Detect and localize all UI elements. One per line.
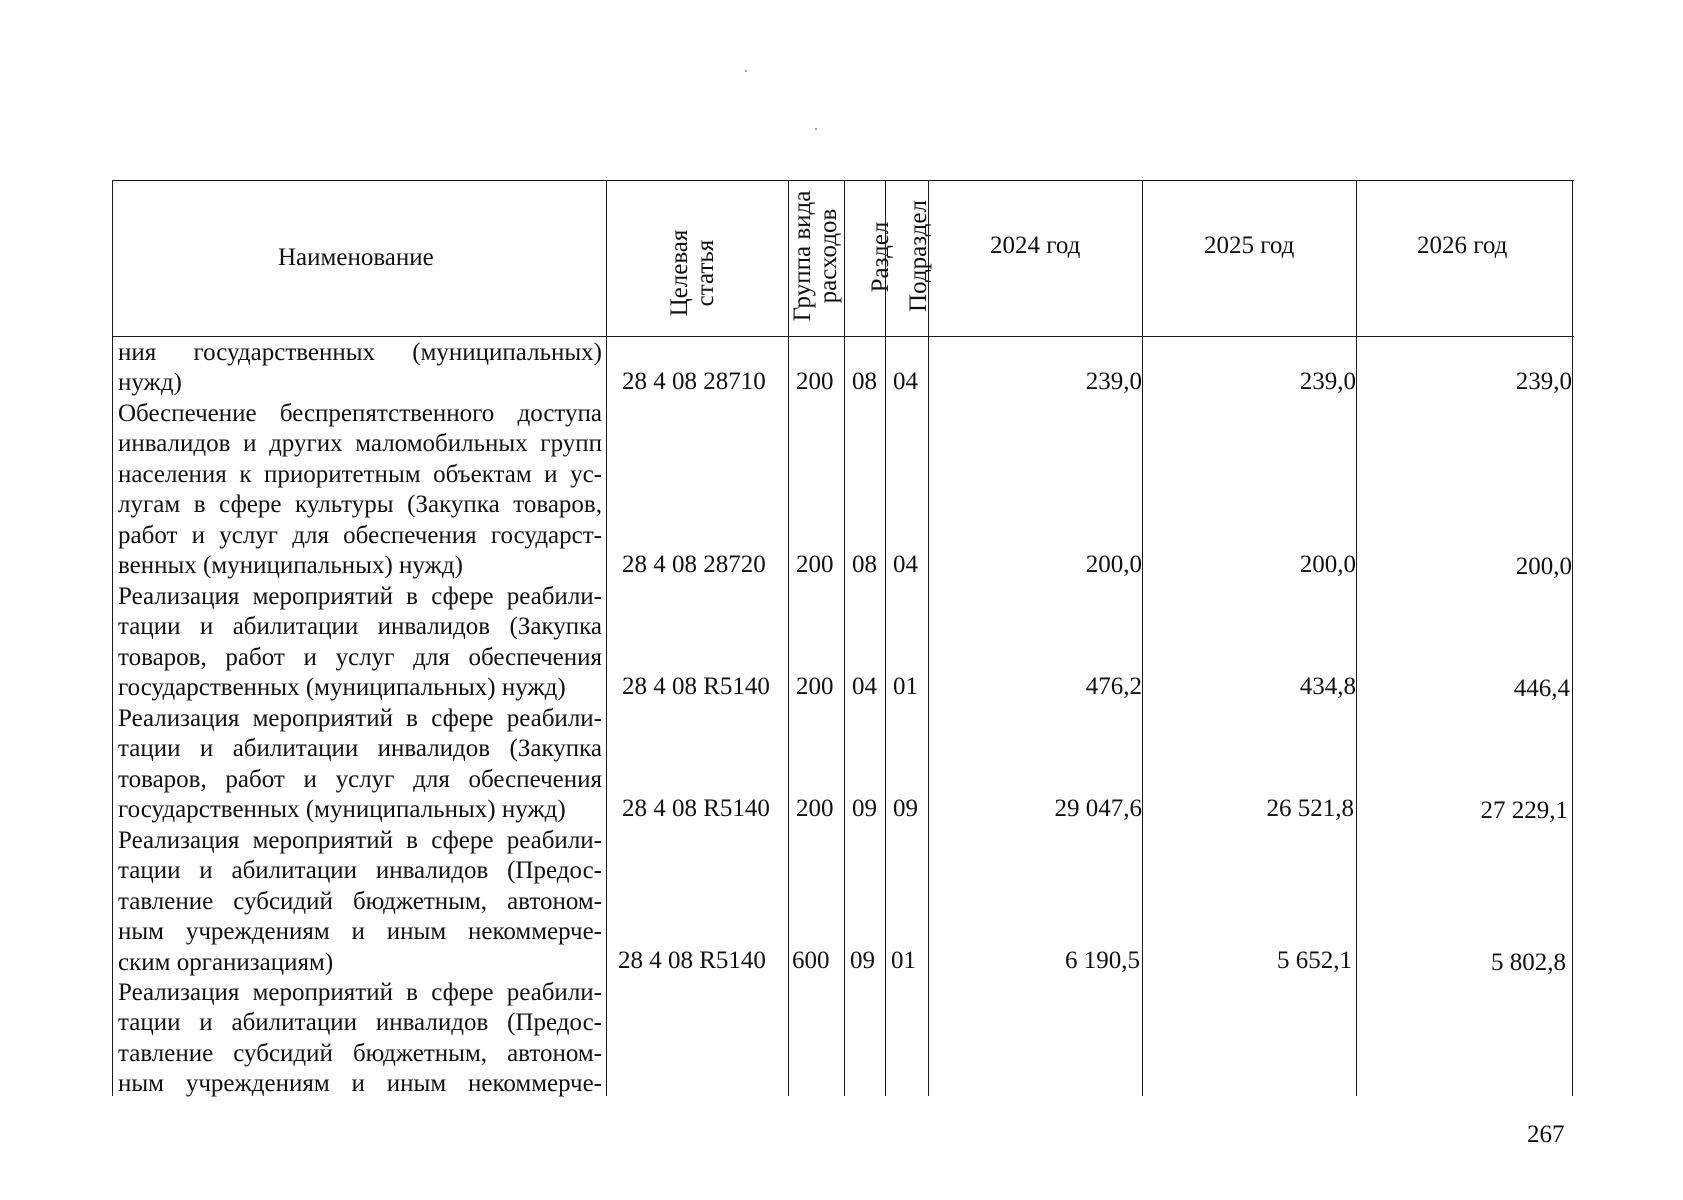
scan-speck: [815, 128, 817, 130]
name-line: тации и абилитации инвалидов (Предос-: [118, 857, 602, 885]
row-2-2025: 200,0: [1299, 551, 1356, 578]
row-3-2025: 434,8: [1299, 673, 1356, 700]
col-divider: [1142, 180, 1143, 1096]
scan-speck: [745, 70, 747, 72]
name-line: тавление субсидий бюджетным, автоном-: [118, 1039, 602, 1067]
col-divider: [1356, 180, 1357, 1096]
row-6-name: [118, 978, 602, 1100]
row-5-subsection: 01: [891, 947, 916, 974]
row-4-2026: 27 229,1: [1480, 797, 1568, 824]
budget-table: [112, 180, 1574, 1096]
name-line: товаров, работ и услуг для обеспечения: [118, 643, 602, 671]
name-line: населения к приоритетным объектам и ус-: [118, 460, 602, 488]
name-line: нужд): [118, 369, 182, 397]
table-border-right: [1572, 180, 1573, 1096]
row-2-section: 08: [852, 551, 877, 578]
name-line: Обеспечение беспрепятственного доступа: [118, 400, 602, 427]
row-1-subsection: 04: [893, 368, 918, 395]
row-1-section: 08: [852, 368, 877, 395]
row-1-article: 28 4 08 28710: [622, 368, 766, 395]
header-2025: 2025 год: [1204, 232, 1295, 259]
row-2-article: 28 4 08 28720: [622, 551, 766, 578]
table-border-left: [112, 180, 113, 1096]
row-4-section: 09: [852, 795, 877, 822]
row-5-section: 09: [850, 947, 875, 974]
name-line: ским организациям): [118, 948, 334, 976]
row-3-section: 04: [852, 673, 877, 700]
header-2024: 2024 год: [990, 232, 1081, 259]
row-2-2024: 200,0: [1085, 551, 1142, 578]
row-4-name: [118, 704, 602, 826]
row-1-2026: 239,0: [1515, 368, 1572, 395]
header-subsection: [906, 181, 934, 331]
header-target-article-line1: Целевая: [666, 229, 693, 317]
header-target-article-line2: статья: [692, 239, 719, 307]
row-4-article: 28 4 08 R5140: [622, 795, 770, 822]
row-3-subsection: 01: [893, 673, 918, 700]
row-4-group: 200: [796, 795, 834, 822]
name-line: Реализация мероприятий в сфере реабили-: [118, 827, 602, 854]
row-3-name: [118, 582, 602, 704]
row-5-group: 600: [792, 947, 830, 974]
header-expense-group-line2: расходов: [815, 208, 842, 304]
row-5-name: [118, 826, 602, 978]
row-5-2025: 5 652,1: [1277, 947, 1352, 974]
header-expense-group-line1: Группа вида: [789, 190, 816, 322]
header-subsection-label: Подраздел: [905, 200, 932, 312]
name-line: лугам в сфере культуры (Закупка товаров,: [118, 491, 602, 519]
row-3-2026: 446,4: [1513, 675, 1570, 702]
row-2-name: [118, 399, 602, 581]
row-2-subsection: 04: [893, 551, 918, 578]
row-1-group: 200: [796, 368, 834, 395]
name-line: Реализация мероприятий в сфере реабили-: [118, 705, 602, 732]
name-line: Реализация мероприятий в сфере реабили-: [118, 583, 602, 610]
row-3-group: 200: [796, 673, 834, 700]
row-3-article: 28 4 08 R5140: [622, 673, 770, 700]
row-5-article: 28 4 08 R5140: [618, 947, 766, 974]
name-line: ния государственных (муниципальных): [118, 339, 602, 366]
name-line: венных (муниципальных) нужд): [118, 551, 463, 579]
row-5-2024: 6 190,5: [1065, 947, 1140, 974]
col-divider: [844, 180, 845, 1096]
row-2-group: 200: [796, 551, 834, 578]
header-section: [868, 193, 896, 321]
page-number: 267: [1527, 1121, 1565, 1148]
table-border-top: [112, 180, 1574, 181]
row-1-2024: 239,0: [1085, 368, 1142, 395]
name-line: тации и абилитации инвалидов (Закупка: [118, 735, 602, 763]
col-divider: [606, 180, 607, 1096]
row-3-2024: 476,2: [1085, 673, 1142, 700]
row-5-2026: 5 802,8: [1491, 949, 1566, 976]
row-4-subsection: 09: [893, 795, 918, 822]
name-line: государственных (муниципальных) нужд): [118, 674, 566, 702]
name-line: инвалидов и других маломобильных групп: [118, 430, 602, 458]
header-target-article: [667, 195, 727, 351]
header-divider: [112, 336, 1574, 337]
name-line: ным учреждениям и иным некоммерче-: [118, 918, 602, 946]
name-line: ным учреждениям и иным некоммерче-: [118, 1070, 602, 1098]
name-line: товаров, работ и услуг для обеспечения: [118, 765, 602, 793]
name-line: тации и абилитации инвалидов (Предос-: [118, 1009, 602, 1037]
header-2026: 2026 год: [1417, 232, 1508, 259]
name-line: Реализация мероприятий в сфере реабили-: [118, 979, 602, 1006]
name-line: работ и услуг для обеспечения государст-: [118, 521, 602, 549]
name-line: государственных (муниципальных) нужд): [118, 796, 566, 824]
header-name: Наименование: [278, 244, 434, 271]
row-1-name: [118, 338, 602, 399]
name-line: тавление субсидий бюджетным, автоном-: [118, 887, 602, 915]
row-4-2024: 29 047,6: [1054, 795, 1142, 822]
row-4-2025: 26 521,8: [1266, 795, 1354, 822]
header-section-label: Раздел: [867, 221, 894, 293]
header-expense-group: [790, 180, 842, 332]
name-line: тации и абилитации инвалидов (Закупка: [118, 613, 602, 641]
row-2-2026: 200,0: [1515, 553, 1572, 580]
row-1-2025: 239,0: [1299, 368, 1356, 395]
